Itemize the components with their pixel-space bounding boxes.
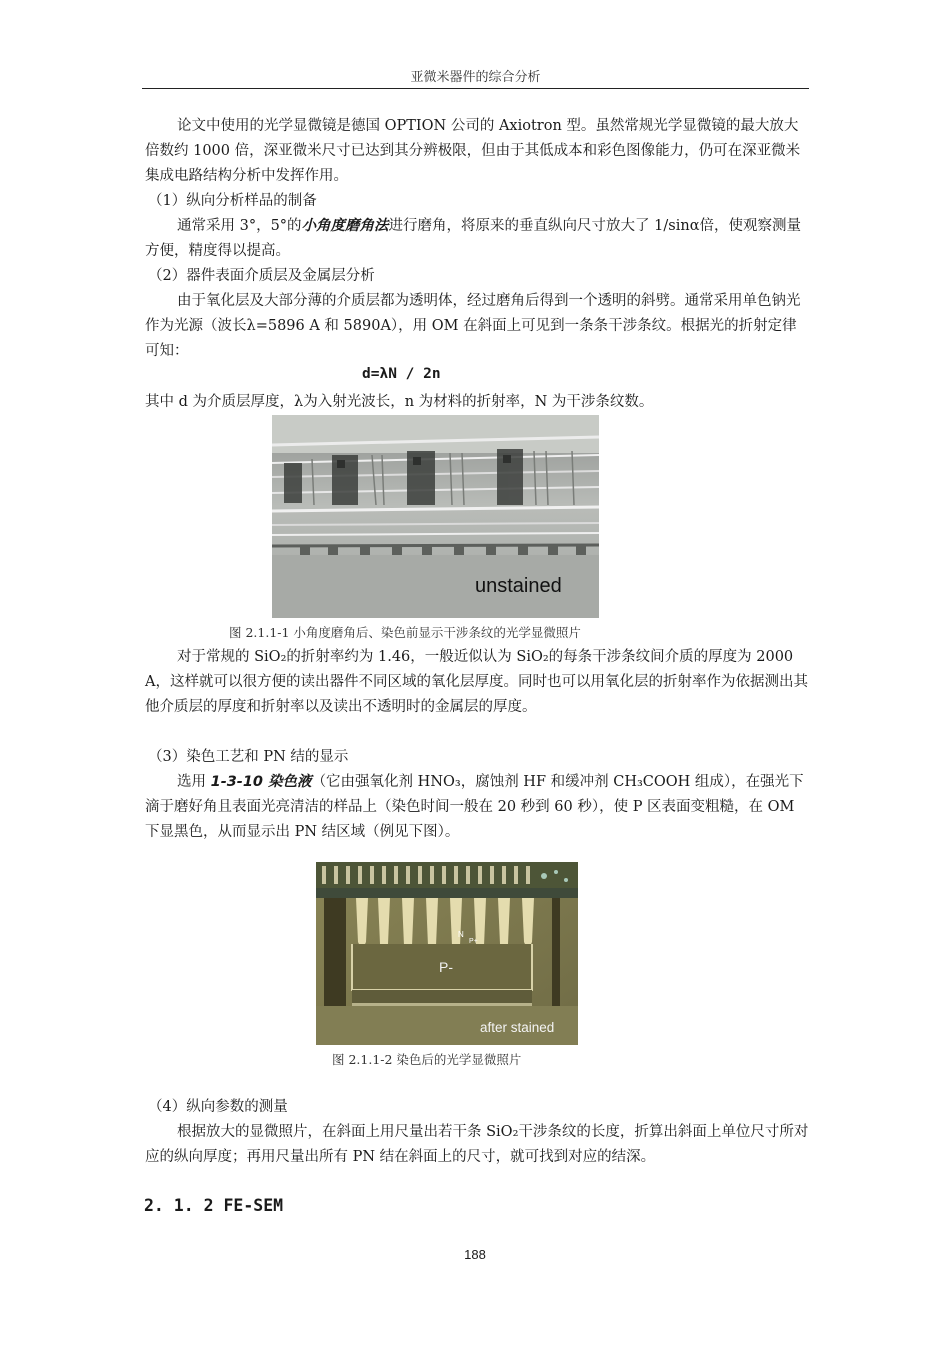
section-3-paragraph: 选用 1-3-10 染色液（它由强氧化剂 HNO₃，腐蚀剂 HF 和缓冲剂 CH₃COOH 组成），在强光下滴于磨好角且表面光亮清洁的样品上（染色时间一般在 20 秒到 60 秒），使 P 区表面变粗糙，在 OM 下显黑色，从而显示出 PN 结区域（例见下图）。 (145, 774, 804, 840)
formula: d=λN / 2n (362, 366, 441, 382)
micrograph-stained-image (316, 862, 578, 1045)
page-header: 亚微米器件的综合分析 (410, 70, 541, 85)
intro-paragraph: 论文中使用的光学显微镜是德国 OPTION 公司的 Axiotron 型。虽然常规光学显微镜的最大放大倍数约 1000 倍，深亚微米尺寸已达到其分辨极限，但由于其低成本和彩色图像能力，仍可在深亚微米集成电路结构分析中发挥作用。 (145, 118, 801, 184)
page-number: 188 (464, 1247, 486, 1262)
micrograph-unstained (272, 415, 599, 618)
section-2-heading: （2）器件表面介质层及金属层分析 (148, 268, 375, 284)
micrograph-stained (316, 862, 578, 1045)
micrograph-label: unstained (475, 575, 562, 597)
region-n-label: N (458, 930, 464, 939)
section-2-paragraph-cont: 对于常规的 SiO₂的折射率约为 1.46，一般近似认为 SiO₂的每条干涉条纹间介质的厚度为 2000 A，这样就可以很方便的读出器件不同区域的氧化层厚度。同时也可以用氧化层的折射率作为依据测出其他介质层的厚度和折射率以及读出不透明时的金属层的厚度。 (145, 649, 808, 715)
figure-2-caption: 图 2.1.1-2 染色后的光学显微照片 (332, 1052, 522, 1067)
section-1-heading: （1）纵向分析样品的制备 (148, 193, 317, 209)
region-p-minus-label: P- (439, 959, 453, 975)
header-rule (142, 88, 809, 89)
section-title: 2. 1. 2 FE-SEM (144, 1196, 284, 1215)
figure-1-caption: 图 2.1.1-1 小角度磨角后、染色前显示干涉条纹的光学显微照片 (229, 625, 581, 640)
section-1-paragraph: 通常采用 3°，5°的小角度磨角法进行磨角，将原来的垂直纵向尺寸放大了 1/sinα倍，使观察测量方便，精度得以提高。 (145, 218, 801, 259)
section-3-heading: （3）染色工艺和 PN 结的显示 (148, 749, 349, 765)
emphasis-term: 小角度磨角法 (301, 218, 389, 234)
section-2-paragraph: 由于氧化层及大部分薄的介质层都为透明体，经过磨角后得到一个透明的斜劈。通常采用单色钠光作为光源（波长λ=5896 A 和 5890A），用 OM 在斜面上可见到一条条干涉条纹。根据光的折射定律可知： (145, 293, 801, 359)
micrograph-label: after stained (480, 1020, 555, 1035)
section-4-heading: （4）纵向参数的测量 (148, 1099, 288, 1115)
region-p-plus-label: P+ (469, 938, 478, 945)
section-4-paragraph: 根据放大的显微照片，在斜面上用尺量出若干条 SiO₂干涉条纹的长度，折算出斜面上单位尺寸所对应的纵向厚度；再用尺量出所有 PN 结在斜面上的尺寸，就可找到对应的结深。 (145, 1124, 809, 1165)
emphasis-term: 1-3-10 染色液 (210, 774, 312, 790)
formula-explanation: 其中 d 为介质层厚度，λ为入射光波长，n 为材料的折射率，N 为干涉条纹数。 (145, 394, 654, 410)
